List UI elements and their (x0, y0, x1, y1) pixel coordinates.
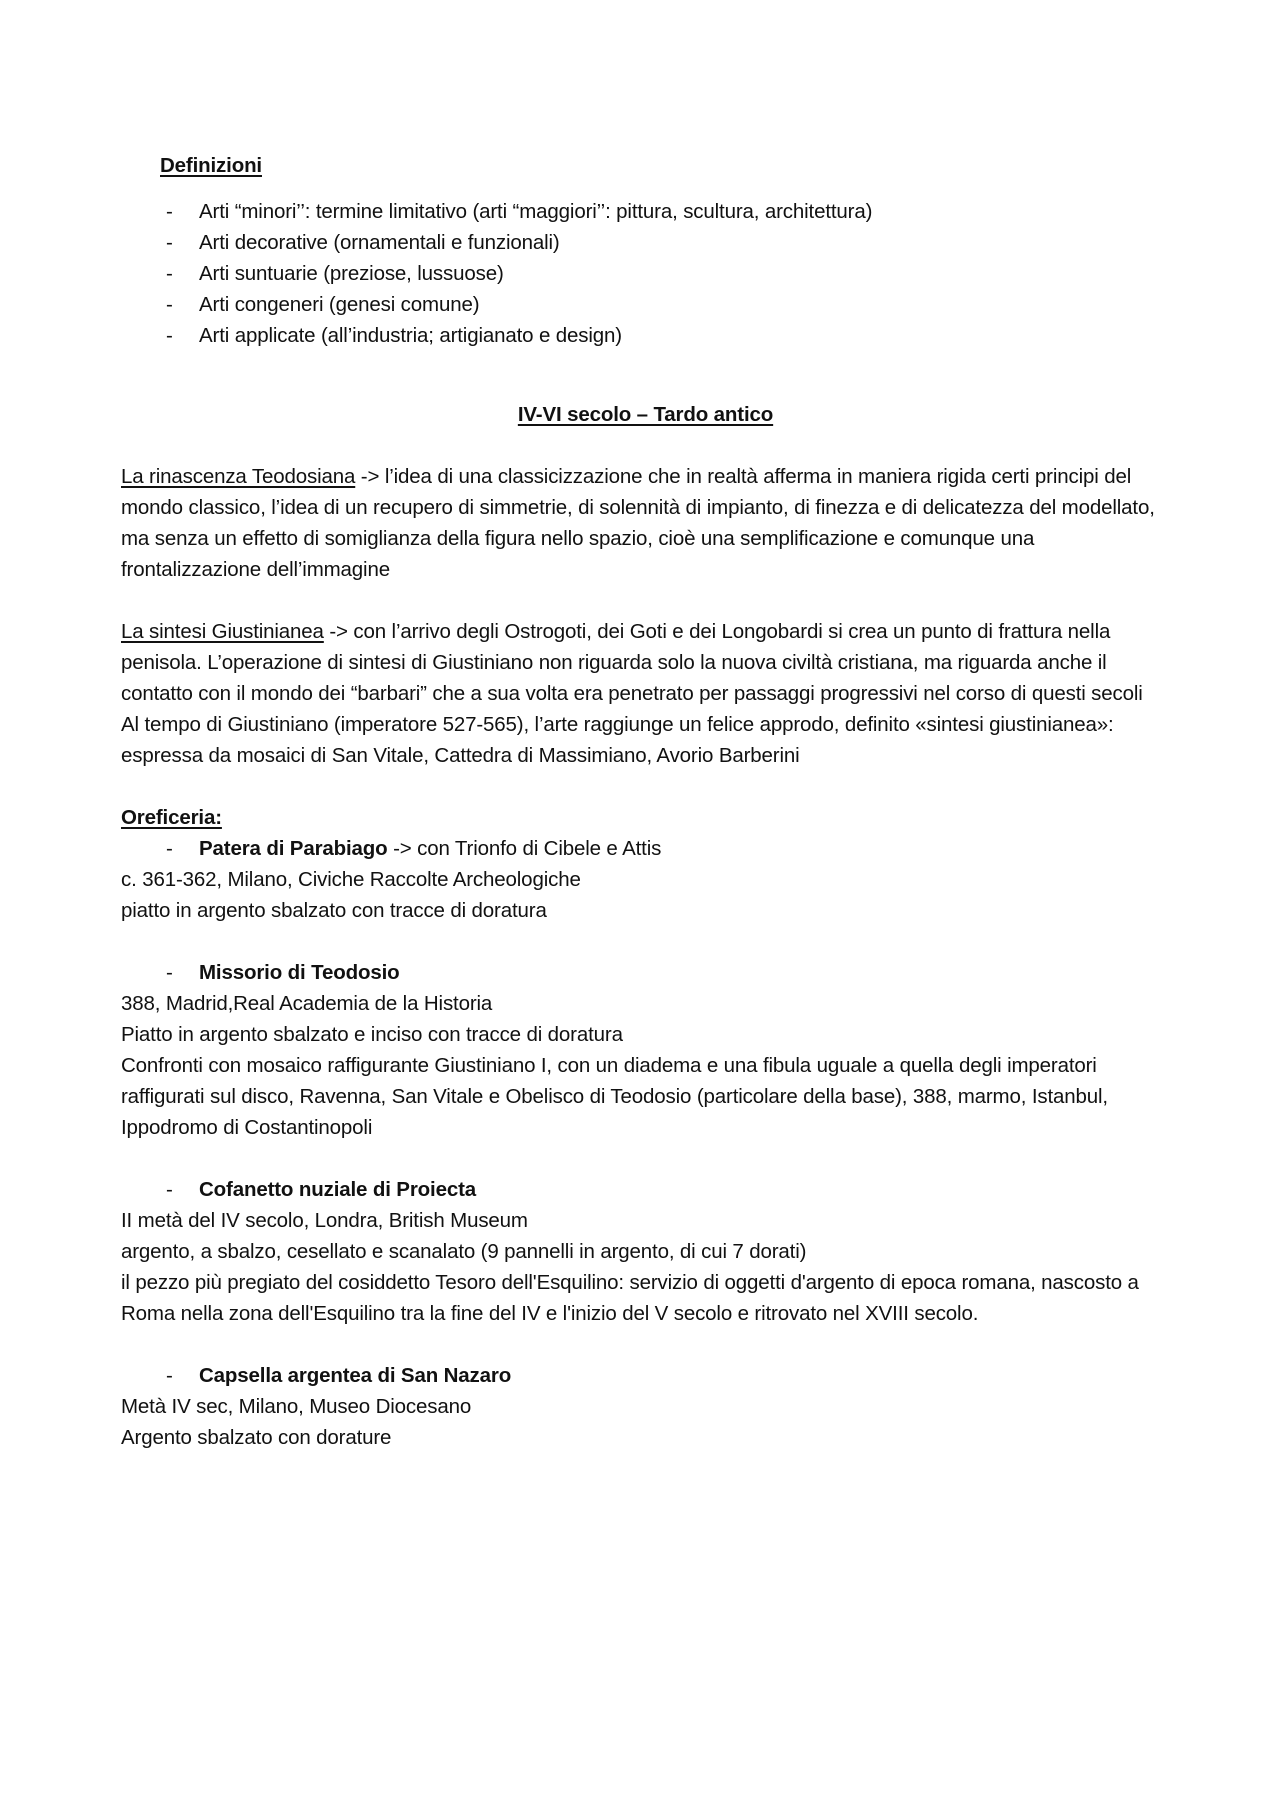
definitions-list (121, 196, 1170, 351)
teodosiana-label: La rinascenza Teodosiana (121, 465, 356, 488)
item-line: il pezzo più pregiato del cosiddetto Tesoro dell'Esquilino: servizio di oggetti d'argento di epoca romana, nascosto a Roma nella zona dell'Esquilino tra la fine del IV e l'inizio del V secolo e ritrovato nel XVIII secolo. (121, 1271, 1139, 1325)
list-item: - Arti decorative (ornamentali e funzionali) (121, 227, 1170, 258)
item-line: piatto in argento sbalzato con tracce di doratura (121, 899, 547, 922)
giustinianea-paragraph (121, 616, 1170, 709)
giustinianea-text: -> con l’arrivo degli Ostrogoti, dei Goti e dei Longobardi si crea un punto di frattura nella penisola. L’operazione di sintesi di Giustiniano non riguarda solo la nuova civiltà cristiana, ma riguarda anche il contatto con il mondo dei “barbari” che a sua volta era penetrato per passaggi progressivi nel corso di questi secoli (121, 620, 1143, 705)
list-item: - Arti “minori’’: termine limitativo (arti “maggiori’’: pittura, scultura, architettura) (121, 196, 1170, 227)
item-line: 388, Madrid,Real Academia de la Historia (121, 992, 493, 1015)
list-item: - Arti applicate (all’industria; artigianato e design) (121, 320, 1170, 351)
item-line: argento, a sbalzo, cesellato e scanalato (9 pannelli in argento, di cui 7 dorati) (121, 1240, 807, 1263)
dash-marker: - (166, 837, 173, 860)
oreficeria-item (121, 1360, 1170, 1453)
giustinianea-label: La sintesi Giustinianea (121, 620, 324, 643)
dash-marker: - (166, 1364, 173, 1387)
list-item: - Arti congeneri (genesi comune) (121, 289, 1170, 320)
item-title: Capsella argentea di San Nazaro (199, 1364, 512, 1387)
section-title: IV-VI secolo – Tardo antico (517, 403, 774, 426)
item-title: Cofanetto nuziale di Proiecta (199, 1178, 476, 1201)
oreficeria-item (121, 957, 1170, 1143)
item-heading (121, 833, 1170, 864)
dash-marker: - (166, 1178, 173, 1201)
item-heading (121, 957, 1170, 988)
item-line: II metà del IV secolo, Londra, British Museum (121, 1209, 528, 1232)
item-line: Piatto in argento sbalzato e inciso con tracce di doratura (121, 1023, 623, 1046)
item-suffix: -> con Trionfo di Cibele e Attis (387, 837, 662, 860)
list-item: - Arti suntuarie (preziose, lussuose) (121, 258, 1170, 289)
item-line: Metà IV sec, Milano, Museo Diocesano (121, 1395, 472, 1418)
item-title: Missorio di Teodosio (199, 961, 400, 984)
oreficeria-item (121, 833, 1170, 926)
teodosiana-paragraph (121, 461, 1170, 585)
item-line: c. 361-362, Milano, Civiche Raccolte Archeologiche (121, 868, 581, 891)
oreficeria-heading: Oreficeria: (121, 806, 222, 829)
giustinianea-paragraph-2: Al tempo di Giustiniano (imperatore 527-565), l’arte raggiunge un felice approdo, definito «sintesi giustinianea»: espressa da mosaici di San Vitale, Cattedra di Massimiano, Avorio Barberini (121, 713, 1114, 767)
item-title: Patera di Parabiago (199, 837, 388, 860)
definitions-heading: Definizioni (160, 154, 262, 177)
dash-marker: - (166, 961, 173, 984)
item-line: Argento sbalzato con dorature (121, 1426, 392, 1449)
teodosiana-text: -> l’idea di una classicizzazione che in realtà afferma in maniera rigida certi principi del mondo classico, l’idea di un recupero di simmetrie, di solennità di impianto, di finezza e di delicatezza del modellato, ma senza un effetto di somiglianza della figura nello spazio, cioè una semplificazione e comunque una frontalizzazione dell’immagine (121, 465, 1155, 581)
item-heading (121, 1360, 1170, 1391)
item-heading (121, 1174, 1170, 1205)
item-line: Confronti con mosaico raffigurante Giustiniano I, con un diadema e una fibula uguale a quella degli imperatori raffigurati sul disco, Ravenna, San Vitale e Obelisco di Teodosio (particolare della base), 388, marmo, Istanbul, Ippodromo di Costantinopoli (121, 1054, 1108, 1139)
oreficeria-item (121, 1174, 1170, 1329)
